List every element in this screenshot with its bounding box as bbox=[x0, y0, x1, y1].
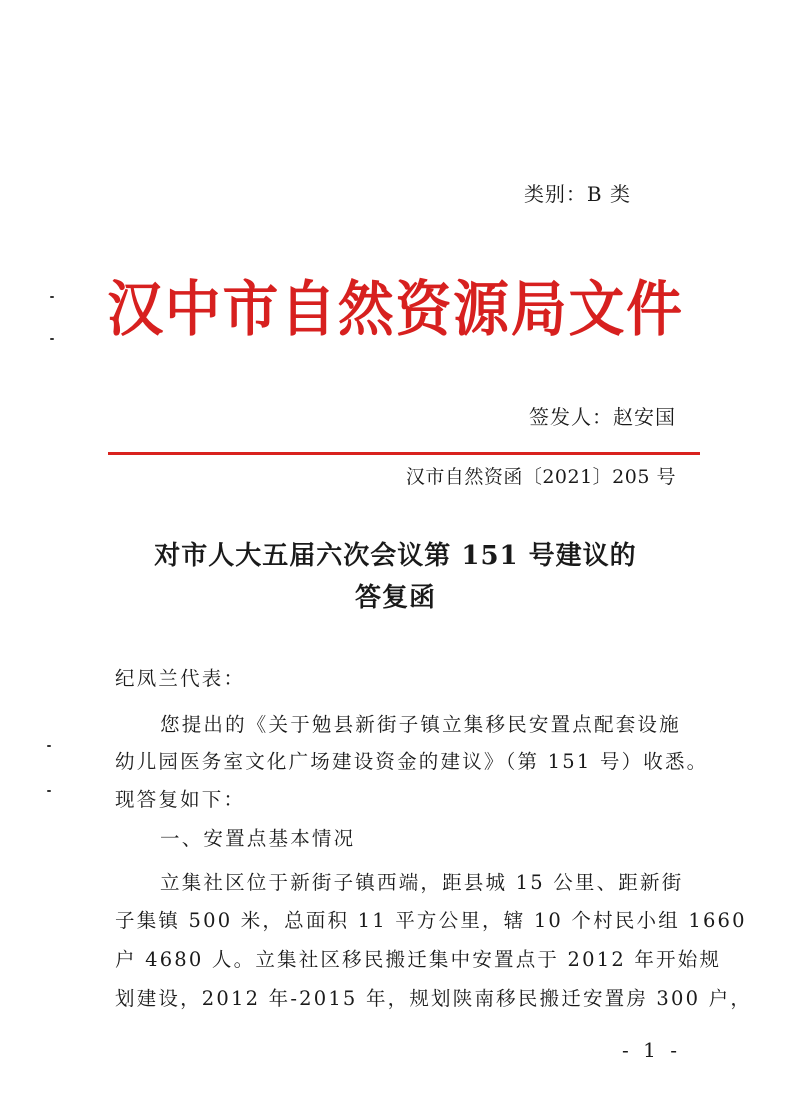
document-number: 汉市自然资函〔2021〕205 号 bbox=[405, 466, 676, 488]
body-line: 户 4680 人。立集社区移民搬迁集中安置点于 2012 年开始规 bbox=[115, 948, 722, 971]
document-title-line-2: 答复函 bbox=[354, 583, 436, 613]
signer-line: 签发人：赵安国 bbox=[529, 405, 676, 429]
page-number: - 1 - bbox=[622, 1038, 681, 1062]
document-title-line-1: 对市人大五届六次会议第 151 号建议的 bbox=[154, 541, 637, 571]
body-line: 幼儿园医务室文化广场建设资金的建议》（第 151 号）收悉。 bbox=[115, 750, 709, 773]
body-line: 现答复如下： bbox=[115, 788, 246, 811]
body-line: 子集镇 500 米，总面积 11 平方公里，辖 10 个村民小组 1660 bbox=[115, 909, 747, 932]
red-divider-rule bbox=[108, 452, 700, 455]
scan-speck bbox=[47, 790, 51, 792]
document-category: 类别：B 类 bbox=[523, 182, 631, 206]
body-line: 您提出的《关于勉县新街子镇立集移民安置点配套设施 bbox=[160, 713, 681, 736]
section-heading: 一、安置点基本情况 bbox=[160, 827, 356, 850]
scan-speck bbox=[47, 745, 51, 747]
masthead-title: 汉中市自然资源局文件 bbox=[107, 275, 684, 345]
salutation: 纪凤兰代表： bbox=[115, 667, 246, 690]
body-line: 划建设，2012 年-2015 年，规划陕南移民搬迁安置房 300 户， bbox=[115, 987, 753, 1010]
body-line: 立集社区位于新街子镇西端，距县城 15 公里、距新街 bbox=[160, 871, 684, 894]
